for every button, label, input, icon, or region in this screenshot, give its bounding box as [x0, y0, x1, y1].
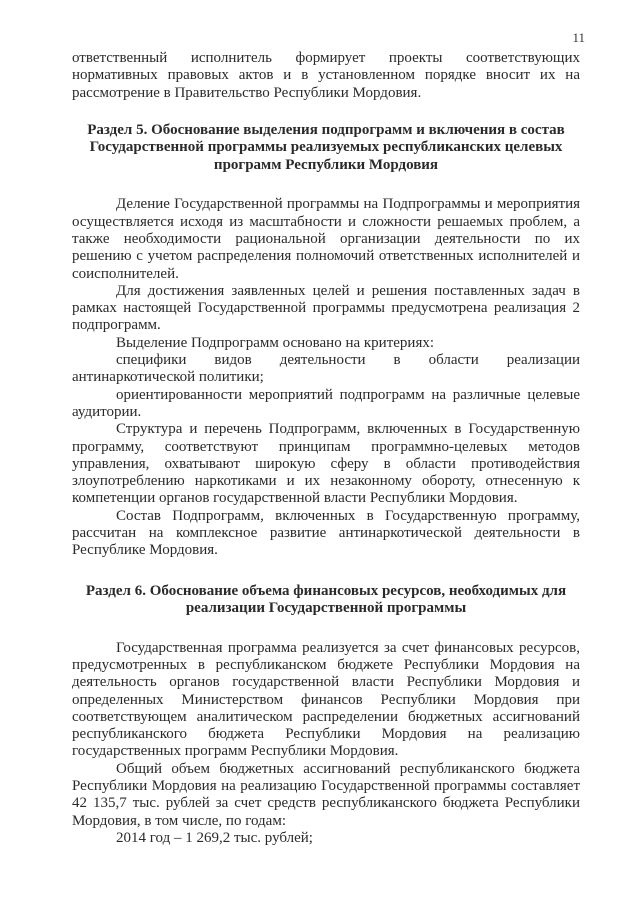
section-6-paragraph: Государственная программа реализуется за счет финансовых ресурсов, предусмотренных в республиканском бюджете Республики Мордовия на деятельность органов государственной власти Республики Мордовия и определенных Министерством финансов Республики Мордовия при соответствующем аналитическом распределении бюджетных ассигнований республиканского бюджета Республики Мордовия на реализацию государственных программ Республики Мордовия. [72, 639, 580, 760]
section-5-paragraph: Выделение Подпрограмм основано на критериях: [116, 334, 435, 351]
page-number: 11 [572, 30, 585, 45]
document-body [72, 50, 580, 847]
section-5-heading: Раздел 5. Обоснование выделения подпрограмм и включения в состав Государственной программы реализуемых республиканских целевых программ Республики Мордовия [87, 121, 565, 173]
section-5-paragraph: Деление Государственной программы на Подпрограммы и мероприятия осуществляется исходя из масштабности и сложности решаемых проблем, а также необходимости рациональной организации деятельности по их решению с учетом распределения полномочий ответственных исполнителей и соисполнителей. [72, 196, 580, 282]
section-5-paragraph: Для достижения заявленных целей и решения поставленных задач в рамках настоящей Государственной программы предусмотрена реализация 2 подпрограмм. [72, 282, 580, 334]
section-5-criterion-item: специфики видов деятельности в области реализации антинаркотической политики; [72, 352, 580, 386]
section-5-paragraph: Структура и перечень Подпрограмм, включенных в Государственную программу, соответствуют принципам программно-целевых методов управления, охватывают широкую сферу в области противодействия злоупотреблению наркотиками и их незаконному обороту, отнесенную к компетенции органов государственной власти Республики Мордовия. [72, 421, 580, 507]
paragraph-continuation: ответственный исполнитель формирует проекты соответствующих нормативных правовых актов и в установленном порядке вносит их на рассмотрение в Правительство Республики Мордовия. [72, 50, 580, 101]
section-6-paragraph: Общий объем бюджетных ассигнований республиканского бюджета Республики Мордовия на реализацию Государственной программы составляет 42 135,7 тыс. рублей за счет средств республиканского бюджета Республики Мордовия, в том числе, по годам: [72, 760, 580, 829]
section-5-criterion-item: ориентированности мероприятий подпрограмм на различные целевые аудитории. [72, 386, 580, 420]
section-6-year-item: 2014 год – 1 269,2 тыс. рублей; [116, 829, 313, 846]
section-6-heading: Раздел 6. Обоснование объема финансовых ресурсов, необходимых для реализации Государственной программы [85, 582, 567, 617]
section-5-paragraph: Состав Подпрограмм, включенных в Государственную программу, рассчитан на комплексное развитие антинаркотической деятельности в Республике Мордовия. [72, 507, 580, 559]
